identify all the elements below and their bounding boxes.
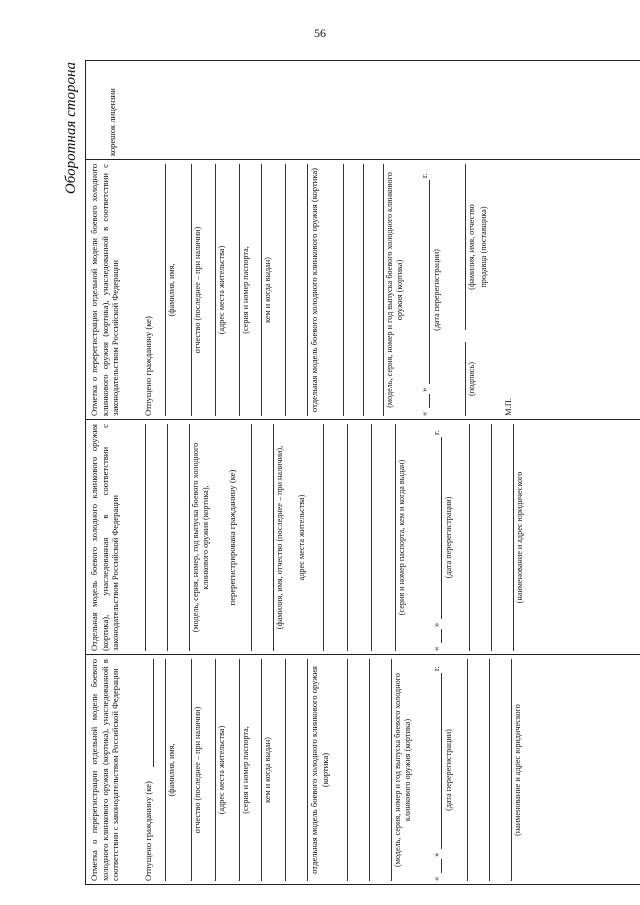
col3-header: Отметка о перерегистрации отдельной модели боевого холодного клинкового оружия (кортика), унаследованной в соответствии с законодательством Российской Федерации [89, 164, 121, 416]
underline [465, 164, 466, 330]
underline [343, 164, 344, 416]
col3-date-open: « [419, 411, 429, 416]
underline [489, 659, 490, 881]
underline [307, 659, 308, 881]
underline [441, 673, 442, 849]
col1-separate-model: отдельная модель боевого холодного клинкового оружия (кортика) [309, 666, 330, 874]
col1-cap-passport: (серия и номер паспорта, [241, 726, 250, 814]
col1-cap-legal: (наименование и адрес юридического [513, 704, 522, 836]
col2-date-year: г. [431, 430, 441, 435]
rereg-mark-column-2 [85, 160, 640, 420]
side-title [62, 62, 80, 894]
underline [239, 164, 240, 416]
col3-cap-rereg-date: (дата перерегистрации) [432, 249, 441, 331]
col1-date-close: » [431, 852, 441, 857]
col1-header: Отметка о перерегистрации отдельной модели боевого холодного клинкового оружия (кортика), унаследованной в соответствии с законодательством Российской Федерации [89, 659, 121, 881]
license-stub-label: корешок лицензии [107, 88, 117, 156]
col1-cap-patronymic: отчество (последнее – при наличии) [193, 706, 202, 834]
col1-cap-rereg-date: (дата перерегистрации) [444, 729, 453, 811]
col2-date-close: » [431, 622, 441, 627]
col1-cap-issued: кем и когда выдан) [263, 737, 272, 803]
underline [261, 659, 262, 881]
inherited-model-column [85, 420, 640, 655]
col3-stamp: М.П. [503, 397, 513, 416]
underline [383, 164, 384, 416]
underline [491, 424, 492, 651]
underline [513, 424, 514, 651]
col1-cap-name: (фамилия, имя, [167, 743, 176, 797]
underline [189, 424, 190, 651]
underline [395, 424, 396, 651]
col3-date-close: » [419, 387, 429, 392]
col1-sold-to: Отпущено гражданину (ке) [143, 781, 153, 881]
underline [239, 659, 240, 881]
underline [145, 424, 146, 651]
col3-cap-issued: кем и когда выдан) [263, 257, 272, 323]
underline [191, 164, 192, 416]
underline [285, 164, 286, 416]
col3-cap-name: (фамилия, имя, [167, 263, 176, 317]
underline [369, 659, 370, 881]
col2-cap-legal: (наименование и адрес юридического [515, 471, 524, 604]
col2-date-open: « [431, 646, 441, 651]
underline [467, 659, 468, 881]
underline [363, 164, 364, 416]
underline [511, 659, 512, 881]
underline [391, 659, 392, 881]
col3-cap-model: (модель, серия, номер и год выпуска боевого холодного клинкового оружия (кортика) [385, 172, 404, 408]
underline [251, 424, 252, 651]
col3-sold-to: Отпущено гражданину (ке) [143, 316, 153, 416]
col2-cap-fio: (фамилия, имя, отчество (последнее – при наличии), [275, 445, 284, 630]
underline [429, 180, 430, 384]
underline [273, 424, 274, 651]
underline [347, 659, 348, 881]
col3-date-year: г. [419, 173, 429, 178]
col2-cap-passport: (серия и номер паспорта, кем и когда выдан) [397, 459, 406, 616]
underline [371, 424, 372, 651]
underline [215, 164, 216, 416]
col1-cap-address: (адрес места жительства) [217, 725, 226, 815]
underline [441, 437, 442, 619]
col3-separate-model: отдельная модель боевого холодного клинкового оружия (кортика) [309, 167, 319, 413]
underline [165, 164, 166, 416]
underline [323, 424, 324, 651]
col3-cap-passport: (серия и номер паспорта, [241, 246, 250, 334]
underline [167, 424, 168, 651]
page-number: 56 [314, 26, 326, 40]
col3-cap-seller: продавца (поставщика) [479, 206, 488, 288]
col2-reregistered: перерегистрирована гражданину (ке) [227, 469, 237, 606]
col1-date-open: « [431, 876, 441, 881]
col2-header: Отдельная модель боевого холодного клинкового оружия (кортика), унаследованная в соответствии с законодательством Российской Федерации [89, 424, 121, 651]
col2-cap-model: (модель, серия, номер, год выпуска боевого холодного клинкового оружия (кортика), [191, 442, 210, 633]
col3-cap-signature: (подпись) [467, 362, 476, 396]
underline [441, 629, 442, 643]
underline [165, 659, 166, 881]
col1-date-year: г. [431, 666, 441, 671]
underline [153, 659, 154, 767]
col2-cap-address: адрес места жительства) [297, 494, 306, 581]
rereg-mark-column-1 [85, 655, 640, 885]
license-stub-column [85, 60, 640, 160]
underline [261, 164, 262, 416]
col1-cap-model: (модель, серия, номер и год выпуска боевого холодного клинкового оружия (кортика) [393, 673, 412, 867]
side-title-text: Оборотная сторона [63, 62, 79, 195]
underline [215, 659, 216, 881]
underline [465, 342, 466, 416]
col3-cap-patronymic: отчество (последнее – при наличии) [193, 226, 202, 354]
underline [191, 659, 192, 881]
underline [347, 424, 348, 651]
underline [441, 859, 442, 873]
underline [429, 394, 430, 408]
underline [307, 164, 308, 416]
col3-cap-address: (адрес места жительства) [217, 245, 226, 335]
col3-cap-seller-fio: (фамилия, имя, отчество [467, 204, 476, 290]
col2-cap-rereg-date: (дата перерегистрации) [444, 496, 453, 579]
license-back-form [85, 60, 640, 885]
underline [469, 424, 470, 651]
underline [285, 659, 286, 881]
